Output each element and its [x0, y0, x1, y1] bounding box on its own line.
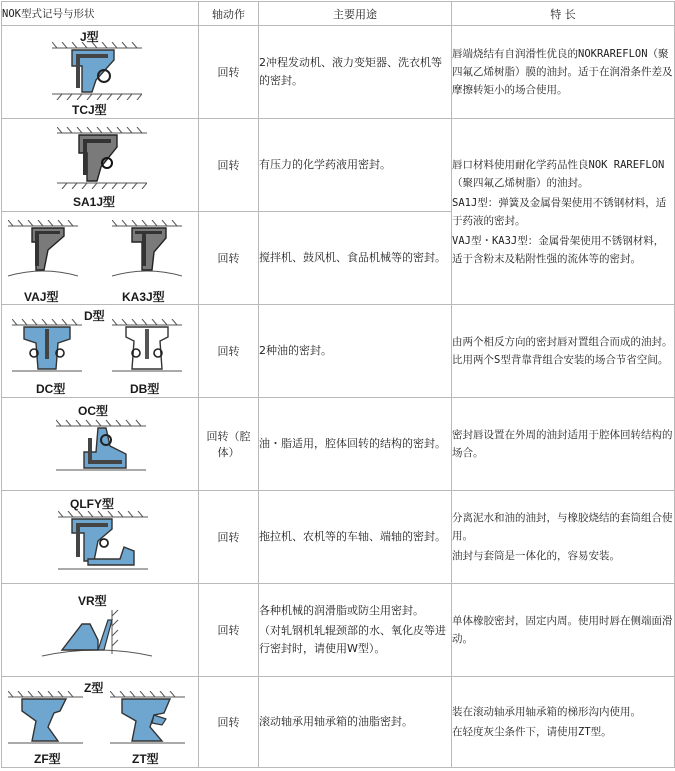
motion-cell: 回转: [199, 305, 259, 398]
seal-type-table: [1, 1, 675, 768]
header-motion: 轴动作: [199, 2, 259, 26]
dc-seal-diagram: [12, 319, 82, 375]
feature-line: VAJ型・KA3J型：金属骨架使用不锈钢材料，适于含粉末及粘附性强的流体等的密封。: [452, 234, 665, 265]
seal-caption: OC型: [78, 404, 109, 418]
motion-cell: 回转: [199, 119, 259, 212]
feature-cell: 唇端烧结有自润滑性优良的NOKRAREFLON（聚四氟乙烯树脂）膜的油封。适于在润滑条件差及摩擦转矩小的场合使用。: [452, 26, 675, 119]
use-cell: 拖拉机、农机等的车轴、端轴的密封。: [259, 491, 452, 584]
motion-cell: 回转（腔体）: [199, 398, 259, 491]
use-cell: 2冲程发动机、液力变矩器、洗衣机等的密封。: [259, 26, 452, 119]
seal-caption: ZT型: [132, 752, 159, 766]
seal-caption: VR型: [78, 594, 107, 608]
use-cell: 2种油的密封。: [259, 305, 452, 398]
header-use: 主要用途: [259, 2, 452, 26]
feature-cell: [452, 491, 675, 584]
header-feature: 特 长: [452, 2, 675, 26]
zf-seal-diagram: [8, 691, 83, 749]
seal-figure-cell: [2, 491, 199, 584]
seal-caption: DB型: [130, 382, 160, 396]
motion-cell: 回转: [199, 584, 259, 677]
table-row: [2, 584, 675, 677]
seal-figure-cell: [2, 119, 199, 212]
feature-line: 在轻度灰尘条件下，请使用ZT型。: [452, 726, 612, 738]
j-seal-diagram: [52, 42, 142, 100]
feature-line: 油封与套筒是一体化的，容易安装。: [452, 550, 620, 562]
use-line: （对轧钢机轧辊颈部的水、氧化皮等进行密封时，请使用W型）。: [259, 624, 446, 655]
feature-cell: 单体橡胶密封，固定内周。使用时唇在侧端面滑动。: [452, 584, 675, 677]
table-row: [2, 677, 675, 768]
feature-cell-merged: [452, 119, 675, 305]
use-cell: 滚动轴承用轴承箱的油脂密封。: [259, 677, 452, 768]
header-type: NOK型式记号与形状: [2, 2, 199, 26]
seal-caption: SA1J型: [73, 195, 116, 209]
seal-figure-cell: [2, 584, 199, 677]
table-row: [2, 26, 675, 119]
seal-caption: VAJ型: [24, 290, 59, 304]
qlfy-seal-diagram: [58, 511, 148, 573]
db-seal-diagram: [112, 319, 182, 375]
ka3j-seal-diagram: [112, 220, 182, 282]
use-cell: 油・脂适用，腔体回转的结构的密封。: [259, 398, 452, 491]
use-cell: 搅拌机、鼓风机、食品机械等的密封。: [259, 212, 452, 305]
use-line: 各种机械的润滑脂或防尘用密封。: [259, 604, 424, 617]
use-cell: [259, 584, 452, 677]
seal-caption: D型: [84, 309, 105, 323]
header-row: [2, 2, 675, 26]
seal-caption: TCJ型: [72, 103, 107, 117]
oc-seal-diagram: [56, 418, 146, 474]
feature-line: 唇口材料使用耐化学药品性良NOK RAREFLON（聚四氟乙烯树脂）的油封。: [452, 158, 665, 189]
feature-line: 分离泥水和油的油封，与橡胶烧结的套筒组合使用。: [452, 512, 673, 542]
motion-cell: 回转: [199, 491, 259, 584]
sa1j-seal-diagram: [57, 127, 147, 189]
vr-seal-diagram: [42, 610, 152, 670]
zt-seal-diagram: [110, 691, 185, 749]
seal-figure-cell: [2, 26, 199, 119]
table-row: [2, 398, 675, 491]
use-cell: 有压力的化学药液用密封。: [259, 119, 452, 212]
seal-caption: Z型: [84, 681, 104, 695]
feature-cell: 密封唇设置在外周的油封适用于腔体回转结构的场合。: [452, 398, 675, 491]
feature-line: SA1J型：弹簧及金属骨架使用不锈钢材料，适于药液的密封。: [452, 196, 667, 227]
feature-cell: 由两个相反方向的密封唇对置组合而成的油封。比用两个S型背靠背组合安装的场合节省空间。: [452, 305, 675, 398]
seal-figure-cell: [2, 305, 199, 398]
seal-figure-cell: [2, 212, 199, 305]
seal-caption: J型: [80, 30, 99, 44]
seal-figure-cell: [2, 398, 199, 491]
seal-caption: QLFY型: [70, 497, 114, 511]
seal-caption: ZF型: [34, 752, 61, 766]
feature-cell: [452, 677, 675, 768]
table-row: [2, 119, 675, 212]
seal-figure-cell: [2, 677, 199, 768]
motion-cell: 回转: [199, 26, 259, 119]
vaj-seal-diagram: [8, 220, 78, 282]
feature-line: 装在滚动轴承用轴承箱的梯形沟内使用。: [452, 706, 641, 718]
table-row: [2, 491, 675, 584]
seal-caption: KA3J型: [122, 290, 165, 304]
motion-cell: 回转: [199, 677, 259, 768]
motion-cell: 回转: [199, 212, 259, 305]
seal-caption: DC型: [36, 382, 66, 396]
table-row: [2, 305, 675, 398]
